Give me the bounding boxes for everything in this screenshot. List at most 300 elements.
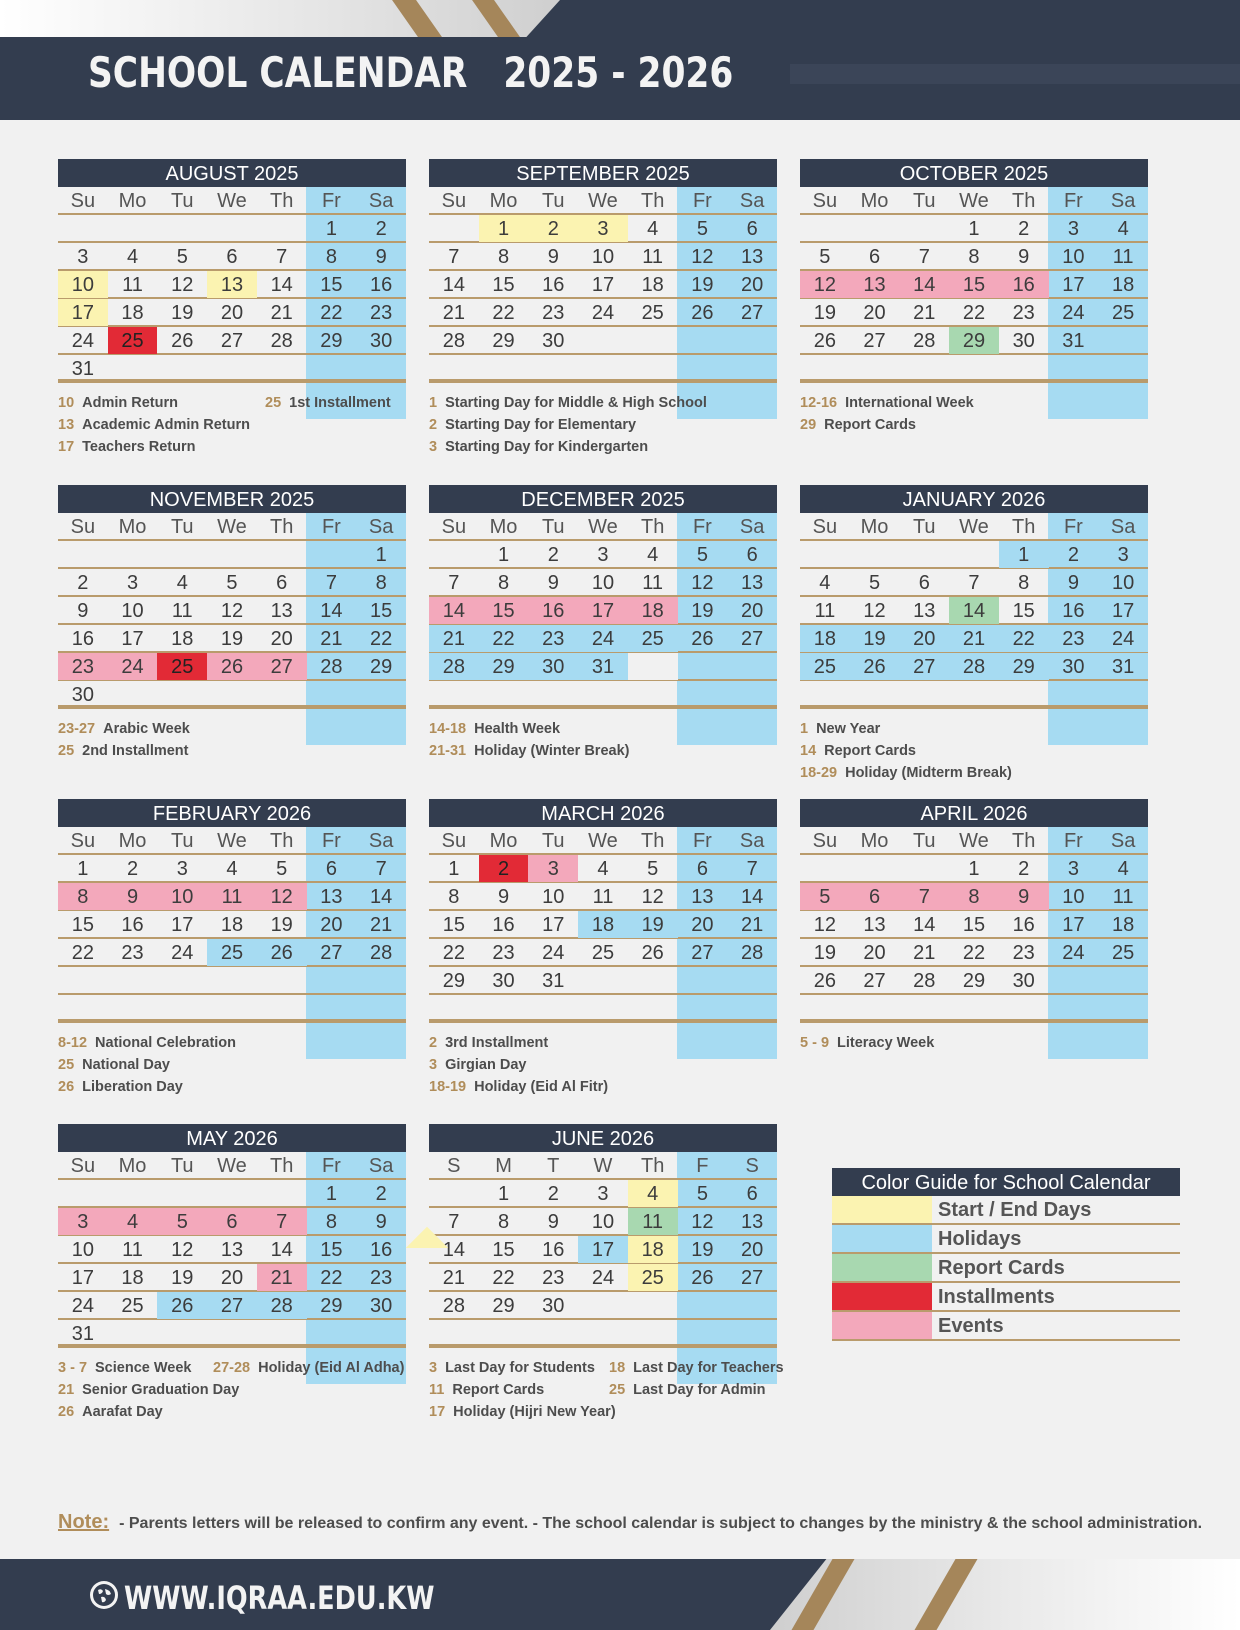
day-cell[interactable]: 15: [492, 274, 515, 296]
day-cell[interactable]: 7: [448, 1211, 460, 1233]
day-cell[interactable]: 4: [176, 572, 188, 594]
day-cell[interactable]: 1: [479, 215, 529, 242]
day-cell[interactable]: 12: [171, 1239, 194, 1261]
day-cell[interactable]: 30: [370, 1295, 393, 1317]
day-cell[interactable]: 8: [497, 572, 510, 594]
day-cell[interactable]: 29: [949, 327, 999, 354]
day-cell[interactable]: 4: [647, 218, 659, 240]
day-cell[interactable]: 23: [1049, 625, 1099, 652]
day-cell[interactable]: 9: [375, 1211, 387, 1233]
day-cell[interactable]: 4: [819, 572, 831, 594]
day-cell[interactable]: 25: [800, 653, 850, 680]
day-cell[interactable]: 17: [171, 914, 194, 936]
day-cell[interactable]: 2: [528, 215, 578, 242]
day-cell[interactable]: 14: [741, 886, 764, 908]
day-cell[interactable]: 22: [492, 1267, 515, 1289]
day-cell[interactable]: 8: [375, 572, 387, 594]
day-cell[interactable]: 26: [691, 1267, 714, 1289]
website-link[interactable]: WWW.IQRAA.EDU.KW: [124, 1579, 435, 1617]
day-cell[interactable]: 4: [1117, 858, 1129, 880]
day-cell[interactable]: 15: [1012, 600, 1035, 622]
day-cell[interactable]: 24: [578, 625, 628, 652]
day-cell[interactable]: 6: [276, 572, 288, 594]
day-cell[interactable]: 29: [479, 653, 529, 680]
day-cell[interactable]: 28: [429, 653, 479, 680]
day-cell[interactable]: 17: [71, 1267, 94, 1289]
day-cell[interactable]: 26: [157, 1292, 207, 1319]
day-cell[interactable]: 22: [320, 302, 343, 324]
day-cell[interactable]: 11: [1112, 886, 1134, 908]
day-cell[interactable]: 1: [497, 544, 510, 566]
day-cell[interactable]: 14: [899, 271, 949, 298]
day-cell[interactable]: 14: [370, 886, 393, 908]
day-cell[interactable]: 25: [157, 653, 207, 680]
day-cell[interactable]: 22: [999, 625, 1049, 652]
day-cell[interactable]: 29: [320, 1295, 343, 1317]
day-cell[interactable]: 3: [77, 246, 89, 268]
day-cell[interactable]: 30: [542, 330, 565, 352]
day-cell[interactable]: 29: [320, 330, 343, 352]
day-cell[interactable]: 17: [1112, 600, 1135, 622]
day-cell[interactable]: 20: [270, 628, 293, 650]
day-cell[interactable]: 7: [918, 246, 930, 268]
day-cell[interactable]: 30: [1012, 970, 1035, 992]
day-cell[interactable]: 17: [591, 274, 615, 296]
day-cell[interactable]: 23: [492, 942, 515, 964]
day-cell[interactable]: 7: [257, 1208, 307, 1235]
day-cell[interactable]: 7: [448, 246, 460, 268]
day-cell[interactable]: 26: [257, 939, 307, 966]
day-cell[interactable]: 13: [741, 1211, 764, 1233]
day-cell[interactable]: 2: [1018, 218, 1030, 240]
day-cell[interactable]: 12: [691, 1211, 714, 1233]
day-cell[interactable]: 13: [207, 271, 257, 298]
day-cell[interactable]: 30: [492, 970, 515, 992]
day-cell[interactable]: 13: [741, 572, 764, 594]
day-cell[interactable]: 9: [1018, 246, 1030, 268]
day-cell[interactable]: 26: [691, 302, 714, 324]
day-cell[interactable]: 3: [597, 1183, 609, 1205]
day-cell[interactable]: 3: [597, 544, 609, 566]
day-cell[interactable]: 17: [542, 914, 565, 936]
day-cell[interactable]: 2: [547, 544, 559, 566]
day-cell[interactable]: 1: [325, 1183, 337, 1205]
day-cell[interactable]: 30: [71, 684, 94, 706]
day-cell[interactable]: 26: [813, 970, 836, 992]
day-cell[interactable]: 14: [429, 597, 479, 624]
day-cell[interactable]: 11: [814, 600, 836, 622]
day-cell[interactable]: 9: [77, 600, 89, 622]
day-cell[interactable]: 24: [108, 653, 158, 680]
day-cell[interactable]: 28: [913, 330, 936, 352]
day-cell[interactable]: 28: [442, 1295, 465, 1317]
day-cell[interactable]: 1: [999, 541, 1049, 568]
day-cell[interactable]: 6: [696, 858, 708, 880]
day-cell[interactable]: 1: [497, 1183, 510, 1205]
day-cell[interactable]: 27: [741, 628, 764, 650]
day-cell[interactable]: 29: [370, 656, 393, 678]
day-cell[interactable]: 14: [913, 914, 936, 936]
day-cell[interactable]: 5: [800, 883, 850, 910]
day-cell[interactable]: 13: [850, 271, 900, 298]
day-cell[interactable]: 21: [270, 302, 293, 324]
day-cell[interactable]: 27: [320, 942, 343, 964]
day-cell[interactable]: 31: [578, 653, 628, 680]
day-cell[interactable]: 11: [642, 246, 664, 268]
day-cell[interactable]: 22: [492, 302, 515, 324]
day-cell[interactable]: 24: [71, 1295, 94, 1317]
day-cell[interactable]: 29: [962, 970, 986, 992]
day-cell[interactable]: 20: [741, 274, 764, 296]
day-cell[interactable]: 20: [741, 600, 764, 622]
day-cell[interactable]: 27: [257, 653, 307, 680]
day-cell[interactable]: 12: [691, 572, 714, 594]
day-cell[interactable]: 27: [863, 970, 886, 992]
day-cell[interactable]: 22: [370, 628, 393, 650]
day-cell[interactable]: 13: [863, 914, 886, 936]
day-cell[interactable]: 7: [899, 883, 949, 910]
day-cell[interactable]: 8: [58, 883, 108, 910]
day-cell[interactable]: 14: [320, 600, 343, 622]
day-cell[interactable]: 11: [628, 1208, 678, 1235]
day-cell[interactable]: 18: [220, 914, 244, 936]
day-cell[interactable]: 5: [819, 246, 831, 268]
day-cell[interactable]: 20: [863, 302, 886, 324]
day-cell[interactable]: 7: [276, 246, 288, 268]
day-cell[interactable]: 9: [375, 246, 387, 268]
day-cell[interactable]: 2: [77, 572, 89, 594]
day-cell[interactable]: 19: [220, 628, 244, 650]
day-cell[interactable]: 28: [442, 330, 465, 352]
day-cell[interactable]: 8: [497, 1211, 510, 1233]
day-cell[interactable]: 30: [528, 653, 578, 680]
day-cell[interactable]: 7: [746, 858, 758, 880]
day-cell[interactable]: 5: [868, 572, 881, 594]
day-cell[interactable]: 6: [746, 1183, 758, 1205]
day-cell[interactable]: 4: [226, 858, 238, 880]
day-cell[interactable]: 12: [257, 883, 307, 910]
day-cell[interactable]: 24: [1098, 625, 1148, 652]
day-cell[interactable]: 17: [1062, 914, 1085, 936]
day-cell[interactable]: 31: [71, 358, 94, 380]
day-cell[interactable]: 10: [591, 246, 615, 268]
day-cell[interactable]: 24: [1062, 942, 1085, 964]
day-cell[interactable]: 12: [863, 600, 886, 622]
day-cell[interactable]: 1: [325, 218, 337, 240]
day-cell[interactable]: 25: [641, 302, 664, 324]
day-cell[interactable]: 3: [58, 1208, 108, 1235]
day-cell[interactable]: 2: [1018, 858, 1030, 880]
day-cell[interactable]: 4: [597, 858, 609, 880]
day-cell[interactable]: 8: [949, 883, 999, 910]
day-cell[interactable]: 27: [741, 302, 764, 324]
day-cell[interactable]: 5: [226, 572, 238, 594]
day-cell[interactable]: 20: [741, 1239, 764, 1261]
day-cell[interactable]: 13: [270, 600, 293, 622]
day-cell[interactable]: 18: [121, 302, 144, 324]
day-cell[interactable]: 12: [691, 246, 714, 268]
day-cell[interactable]: 21: [429, 625, 479, 652]
day-cell[interactable]: 20: [220, 1267, 244, 1289]
day-cell[interactable]: 9: [497, 886, 510, 908]
day-cell[interactable]: 16: [1062, 600, 1085, 622]
day-cell[interactable]: 3: [528, 855, 578, 882]
day-cell[interactable]: 19: [691, 1239, 714, 1261]
day-cell[interactable]: 8: [1018, 572, 1030, 594]
day-cell[interactable]: 1: [968, 858, 980, 880]
day-cell[interactable]: 11: [1112, 246, 1134, 268]
day-cell[interactable]: 15: [962, 914, 986, 936]
day-cell[interactable]: 8: [325, 1211, 337, 1233]
day-cell[interactable]: 25: [591, 942, 615, 964]
day-cell[interactable]: 23: [542, 1267, 565, 1289]
day-cell[interactable]: 27: [691, 942, 714, 964]
day-cell[interactable]: 18: [628, 1236, 678, 1263]
day-cell[interactable]: 8: [497, 246, 510, 268]
day-cell[interactable]: 20: [691, 914, 714, 936]
day-cell[interactable]: 22: [962, 942, 986, 964]
day-cell[interactable]: 10: [1062, 886, 1085, 908]
day-cell[interactable]: 17: [578, 597, 628, 624]
day-cell[interactable]: 16: [370, 274, 393, 296]
day-cell[interactable]: 18: [641, 274, 664, 296]
day-cell[interactable]: 16: [71, 628, 94, 650]
day-cell[interactable]: 11: [122, 274, 143, 296]
day-cell[interactable]: 25: [1112, 302, 1135, 324]
day-cell[interactable]: 24: [71, 330, 94, 352]
day-cell[interactable]: 12: [220, 600, 244, 622]
day-cell[interactable]: 10: [591, 572, 615, 594]
day-cell[interactable]: 11: [171, 600, 193, 622]
day-cell[interactable]: 31: [1112, 656, 1135, 678]
day-cell[interactable]: 5: [696, 218, 708, 240]
day-cell[interactable]: 18: [171, 628, 194, 650]
day-cell[interactable]: 7: [375, 858, 387, 880]
day-cell[interactable]: 25: [207, 939, 257, 966]
day-cell[interactable]: 27: [899, 653, 949, 680]
day-cell[interactable]: 16: [492, 914, 515, 936]
day-cell[interactable]: 3: [126, 572, 139, 594]
day-cell[interactable]: 19: [171, 1267, 194, 1289]
day-cell[interactable]: 13: [320, 886, 343, 908]
day-cell[interactable]: 9: [108, 883, 158, 910]
day-cell[interactable]: 15: [320, 274, 343, 296]
day-cell[interactable]: 10: [1112, 572, 1135, 594]
day-cell[interactable]: 16: [542, 1239, 565, 1261]
day-cell[interactable]: 12: [800, 271, 850, 298]
day-cell[interactable]: 22: [71, 942, 94, 964]
day-cell[interactable]: 17: [121, 628, 144, 650]
day-cell[interactable]: 6: [226, 246, 238, 268]
day-cell[interactable]: 13: [691, 886, 714, 908]
day-cell[interactable]: 18: [1112, 914, 1135, 936]
day-cell[interactable]: 23: [542, 302, 565, 324]
day-cell[interactable]: 23: [528, 625, 578, 652]
day-cell[interactable]: 5: [647, 858, 659, 880]
day-cell[interactable]: 13: [913, 600, 936, 622]
day-cell[interactable]: 24: [171, 942, 194, 964]
day-cell[interactable]: 6: [850, 883, 900, 910]
day-cell[interactable]: 11: [207, 883, 257, 910]
day-cell[interactable]: 10: [591, 1211, 615, 1233]
day-cell[interactable]: 26: [641, 942, 664, 964]
day-cell[interactable]: 2: [375, 1183, 387, 1205]
day-cell[interactable]: 3: [176, 858, 188, 880]
day-cell[interactable]: 21: [442, 1267, 465, 1289]
day-cell[interactable]: 5: [696, 544, 708, 566]
day-cell[interactable]: 1: [968, 218, 980, 240]
day-cell[interactable]: 9: [547, 1211, 559, 1233]
day-cell[interactable]: 13: [741, 246, 764, 268]
day-cell[interactable]: 9: [547, 572, 559, 594]
day-cell[interactable]: 7: [968, 572, 980, 594]
day-cell[interactable]: 27: [741, 1267, 764, 1289]
day-cell[interactable]: 30: [370, 330, 393, 352]
day-cell[interactable]: 5: [176, 246, 188, 268]
day-cell[interactable]: 20: [863, 942, 886, 964]
day-cell[interactable]: 7: [448, 572, 460, 594]
day-cell[interactable]: 26: [813, 330, 836, 352]
day-cell[interactable]: 22: [479, 625, 529, 652]
day-cell[interactable]: 31: [1062, 330, 1085, 352]
day-cell[interactable]: 2: [479, 855, 529, 882]
day-cell[interactable]: 1: [77, 858, 89, 880]
day-cell[interactable]: 16: [999, 271, 1049, 298]
day-cell[interactable]: 10: [157, 883, 207, 910]
day-cell[interactable]: 12: [171, 274, 194, 296]
day-cell[interactable]: 21: [320, 628, 343, 650]
day-cell[interactable]: 2: [547, 1183, 559, 1205]
day-cell[interactable]: 23: [58, 653, 108, 680]
day-cell[interactable]: 23: [1012, 942, 1035, 964]
day-cell[interactable]: 19: [691, 274, 714, 296]
day-cell[interactable]: 17: [58, 299, 108, 326]
day-cell[interactable]: 14: [442, 274, 465, 296]
day-cell[interactable]: 27: [863, 330, 886, 352]
day-cell[interactable]: 8: [325, 246, 337, 268]
day-cell[interactable]: 15: [71, 914, 94, 936]
day-cell[interactable]: 2: [1067, 544, 1079, 566]
day-cell[interactable]: 29: [492, 1295, 515, 1317]
day-cell[interactable]: 3: [578, 215, 628, 242]
day-cell[interactable]: 21: [913, 942, 936, 964]
day-cell[interactable]: 26: [207, 653, 257, 680]
day-cell[interactable]: 5: [276, 858, 288, 880]
day-cell[interactable]: 19: [270, 914, 293, 936]
day-cell[interactable]: 2: [375, 218, 387, 240]
day-cell[interactable]: 16: [528, 597, 578, 624]
day-cell[interactable]: 22: [442, 942, 465, 964]
day-cell[interactable]: 6: [746, 544, 758, 566]
day-cell[interactable]: 21: [442, 302, 465, 324]
day-cell[interactable]: 23: [1012, 302, 1035, 324]
day-cell[interactable]: 10: [121, 600, 144, 622]
day-cell[interactable]: 21: [257, 1264, 307, 1291]
day-cell[interactable]: 19: [691, 600, 714, 622]
day-cell[interactable]: 28: [913, 970, 936, 992]
day-cell[interactable]: 11: [642, 572, 664, 594]
day-cell[interactable]: 15: [479, 597, 529, 624]
day-cell[interactable]: 22: [320, 1267, 343, 1289]
day-cell[interactable]: 29: [999, 653, 1049, 680]
day-cell[interactable]: 6: [325, 858, 337, 880]
day-cell[interactable]: 28: [270, 330, 293, 352]
day-cell[interactable]: 3: [1067, 218, 1079, 240]
day-cell[interactable]: 16: [1012, 914, 1035, 936]
day-cell[interactable]: 1: [375, 544, 387, 566]
day-cell[interactable]: 15: [442, 914, 465, 936]
day-cell[interactable]: 1: [448, 858, 460, 880]
day-cell[interactable]: 28: [741, 942, 764, 964]
day-cell[interactable]: 21: [949, 625, 999, 652]
day-cell[interactable]: 20: [320, 914, 343, 936]
day-cell[interactable]: 12: [641, 886, 664, 908]
day-cell[interactable]: 9: [999, 883, 1049, 910]
day-cell[interactable]: 4: [108, 1208, 158, 1235]
day-cell[interactable]: 19: [850, 625, 900, 652]
day-cell[interactable]: 14: [270, 1239, 293, 1261]
day-cell[interactable]: 5: [696, 1183, 708, 1205]
day-cell[interactable]: 27: [207, 1292, 257, 1319]
day-cell[interactable]: 6: [868, 246, 881, 268]
day-cell[interactable]: 31: [542, 970, 565, 992]
day-cell[interactable]: 28: [370, 942, 393, 964]
day-cell[interactable]: 30: [1062, 656, 1085, 678]
day-cell[interactable]: 2: [126, 858, 139, 880]
day-cell[interactable]: 21: [370, 914, 393, 936]
day-cell[interactable]: 20: [899, 625, 949, 652]
day-cell[interactable]: 8: [968, 246, 980, 268]
day-cell[interactable]: 17: [578, 1236, 628, 1263]
day-cell[interactable]: 16: [542, 274, 565, 296]
day-cell[interactable]: 5: [157, 1208, 207, 1235]
day-cell[interactable]: 18: [800, 625, 850, 652]
day-cell[interactable]: 24: [542, 942, 565, 964]
day-cell[interactable]: 4: [628, 1180, 678, 1207]
day-cell[interactable]: 11: [122, 1239, 143, 1261]
day-cell[interactable]: 25: [628, 625, 678, 652]
day-cell[interactable]: 18: [121, 1267, 144, 1289]
day-cell[interactable]: 12: [813, 914, 836, 936]
day-cell[interactable]: 15: [320, 1239, 343, 1261]
day-cell[interactable]: 3: [1067, 858, 1079, 880]
day-cell[interactable]: 4: [1117, 218, 1129, 240]
day-cell[interactable]: 9: [1067, 572, 1079, 594]
day-cell[interactable]: 28: [257, 1292, 307, 1319]
day-cell[interactable]: 15: [949, 271, 999, 298]
day-cell[interactable]: 13: [220, 1239, 244, 1261]
day-cell[interactable]: 8: [448, 886, 460, 908]
day-cell[interactable]: 10: [1062, 246, 1085, 268]
day-cell[interactable]: 27: [220, 330, 244, 352]
day-cell[interactable]: 24: [591, 1267, 615, 1289]
day-cell[interactable]: 16: [121, 914, 144, 936]
day-cell[interactable]: 9: [547, 246, 559, 268]
day-cell[interactable]: 19: [813, 302, 836, 324]
day-cell[interactable]: 28: [320, 656, 343, 678]
day-cell[interactable]: 4: [126, 246, 139, 268]
day-cell[interactable]: 6: [746, 218, 758, 240]
day-cell[interactable]: 20: [220, 302, 244, 324]
day-cell[interactable]: 10: [58, 271, 108, 298]
day-cell[interactable]: 3: [1117, 544, 1129, 566]
day-cell[interactable]: 21: [913, 302, 936, 324]
day-cell[interactable]: 29: [492, 330, 515, 352]
day-cell[interactable]: 25: [108, 327, 158, 354]
day-cell[interactable]: 17: [1062, 274, 1085, 296]
day-cell[interactable]: 23: [370, 302, 393, 324]
day-cell[interactable]: 23: [370, 1267, 393, 1289]
